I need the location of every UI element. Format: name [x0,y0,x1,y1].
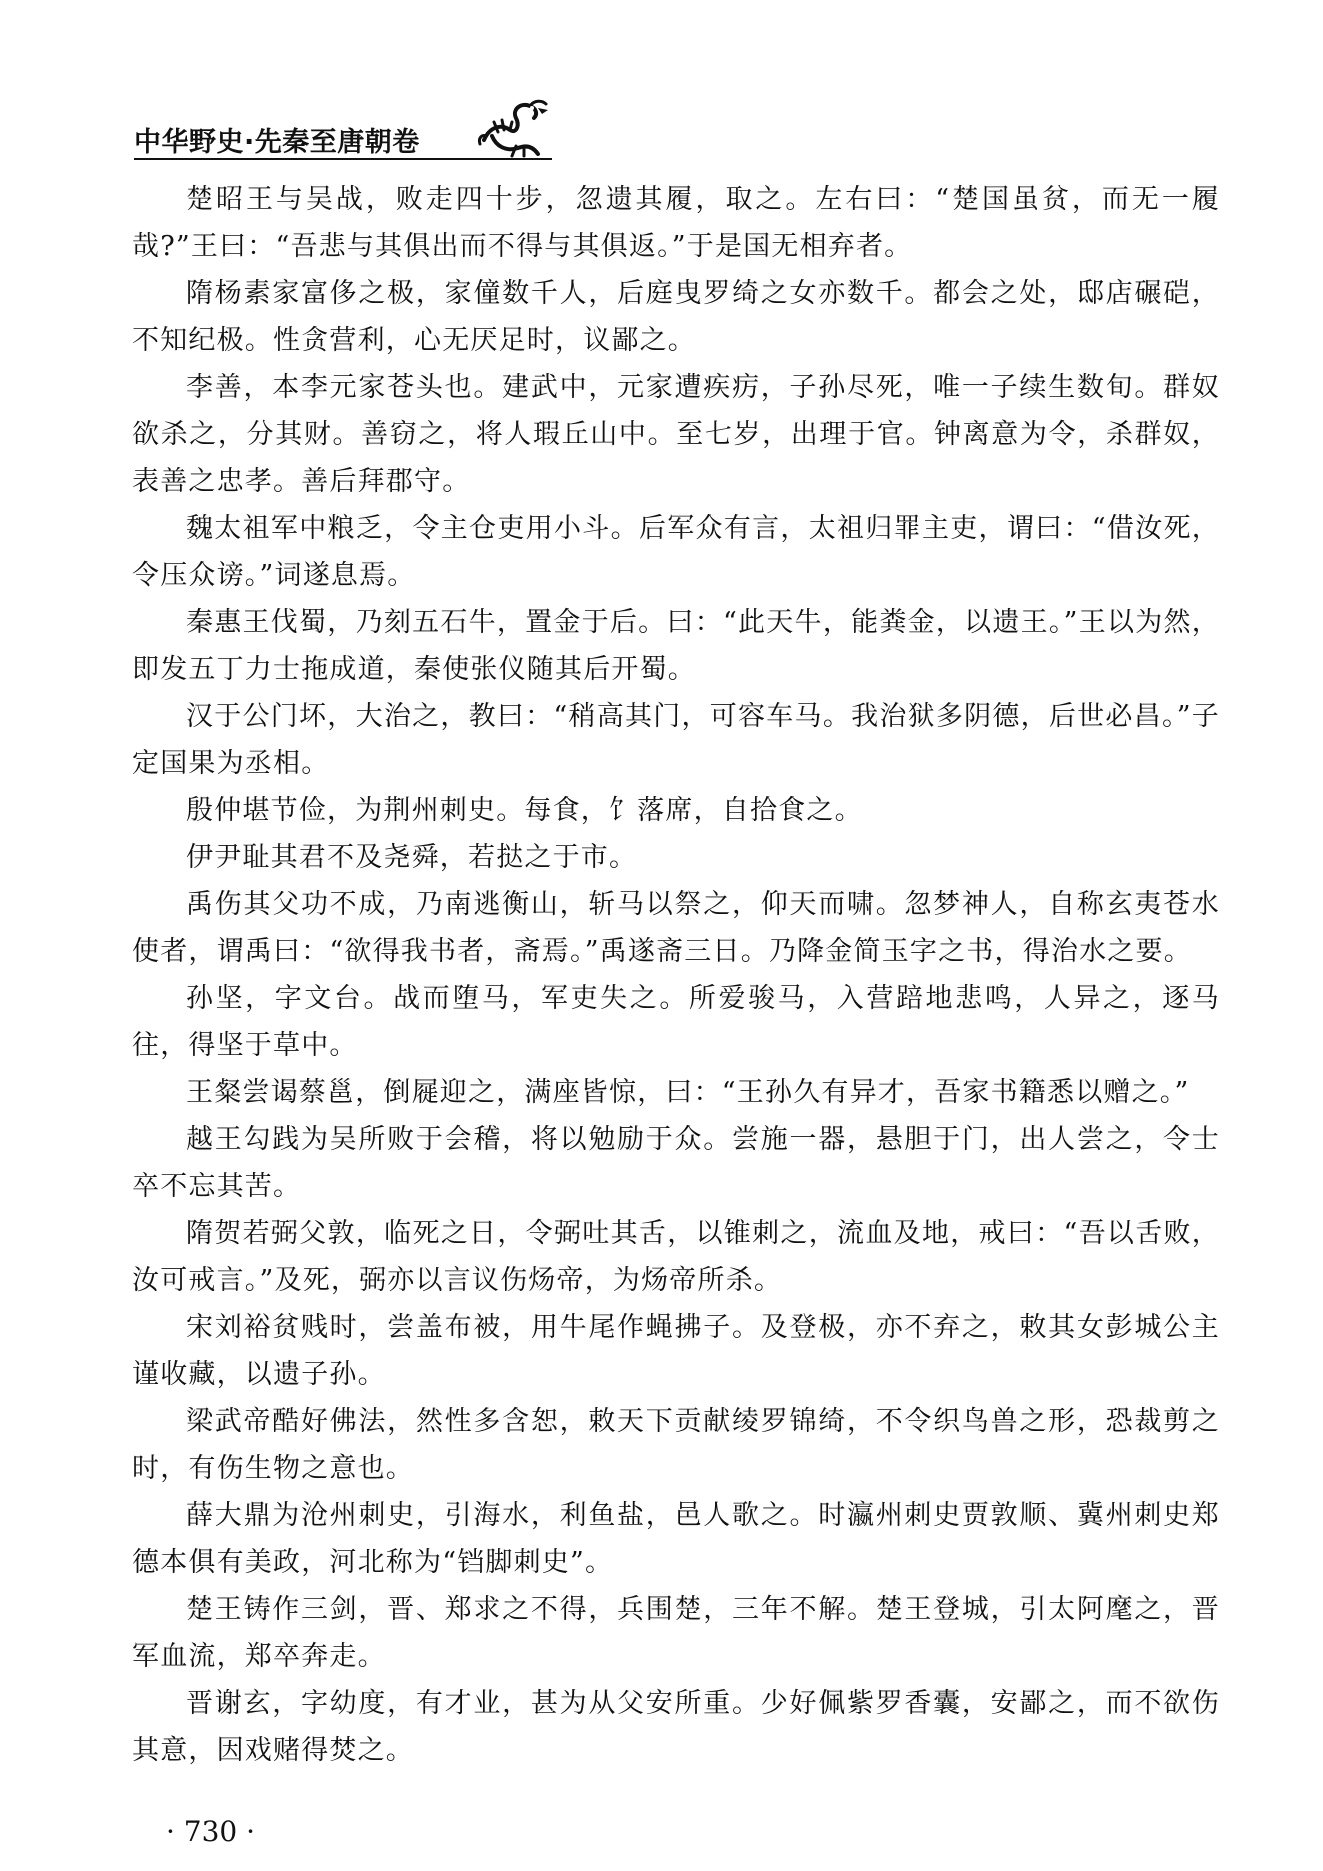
paragraph: 隋杨素家富侈之极，家僮数千人，后庭曳罗绮之女亦数千。都会之处，邸店碾硙，不知纪极。性贪营利，心无厌足时，议鄙之。 [132,278,1220,356]
page-number: · 730 · [166,1815,256,1848]
paragraph: 魏太祖军中粮乏，令主仓吏用小斗。后军众有言，太祖归罪主吏，谓曰：“借汝死，令压众谤。”词遂息焉。 [132,513,1220,591]
running-header [134,96,552,166]
paragraph: 薛大鼎为沧州刺史，引海水，利鱼盐，邑人歌之。时瀛州刺史贾敦顺、冀州刺史郑德本俱有美政，河北称为“铛脚刺史”。 [132,1500,1220,1578]
paragraph: 晋谢玄，字幼度，有才业，甚为从父安所重。少好佩紫罗香囊，安鄙之，而不欲伤其意，因戏赌得焚之。 [132,1688,1220,1766]
paragraph: 越王勾践为吴所败于会稽，将以勉励于众。尝施一器，悬胆于门，出人尝之，令士卒不忘其苦。 [132,1124,1220,1202]
paragraph: 楚王铸作三剑，晋、郑求之不得，兵围楚，三年不解。楚王登城，引太阿麾之，晋军血流，郑卒奔走。 [132,1594,1220,1672]
paragraph: 伊尹耻其君不及尧舜，若挞之于市。 [186,842,638,873]
paragraph: 梁武帝酷好佛法，然性多含恕，敕天下贡献绫罗锦绮，不令织鸟兽之形，恐裁剪之时，有伤生物之意也。 [132,1406,1220,1484]
paragraph: 宋刘裕贫贱时，尝盖布被，用牛尾作蝇拂子。及登极，亦不弃之，敕其女彭城公主谨收藏，以遗子孙。 [132,1312,1220,1390]
paragraph: 秦惠王伐蜀，乃刻五石牛，置金于后。曰：“此天牛，能粪金，以遗王。”王以为然，即发五丁力士拖成道，秦使张仪随其后开蜀。 [132,607,1220,685]
paragraph: 李善，本李元家苍头也。建武中，元家遭疾疠，子孙尽死，唯一子续生数旬。群奴欲杀之，分其财。善窃之，将人瑕丘山中。至七岁，出理于官。钟离意为令，杀群奴，表善之忠孝。善后拜郡守。 [132,372,1220,497]
paragraph: 禹伤其父功不成，乃南逃衡山，斩马以祭之，仰天而啸。忽梦神人，自称玄夷苍水使者，谓禹曰：“欲得我书者，斋焉。”禹遂斋三日。乃降金简玉字之书，得治水之要。 [132,889,1220,967]
header-rule [134,158,552,160]
paragraph: 孙坚，字文台。战而堕马，军吏失之。所爱骏马，入营踣地悲鸣，人异之，逐马往，得坚于草中。 [132,983,1220,1061]
paragraph: 殷仲堪节俭，为荆州刺史。每食，饣落席，自拾食之。 [186,795,863,826]
book-title: 中华野史·先秦至唐朝卷 [134,127,420,158]
dragon-ornament-icon [476,96,552,158]
paragraph: 汉于公门坏，大治之，教曰：“稍高其门，可容车马。我治狱多阴德，后世必昌。”子定国果为丞相。 [132,701,1220,779]
paragraph: 王粲尝谒蔡邕，倒屣迎之，满座皆惊，曰：“王孙久有异才，吾家书籍悉以赠之。” [186,1077,1190,1108]
paragraph: 隋贺若弼父敦，临死之日，令弼吐其舌，以锥刺之，流血及地，戒曰：“吾以舌败，汝可戒言。”及死，弼亦以言议伤炀帝，为炀帝所杀。 [132,1218,1220,1296]
paragraph: 楚昭王与吴战，败走四十步，忽遗其履，取之。左右曰：“楚国虽贫，而无一履哉?”王曰：“吾悲与其俱出而不得与其俱返。”于是国无相弃者。 [132,184,1220,262]
main-text [132,176,1220,1774]
